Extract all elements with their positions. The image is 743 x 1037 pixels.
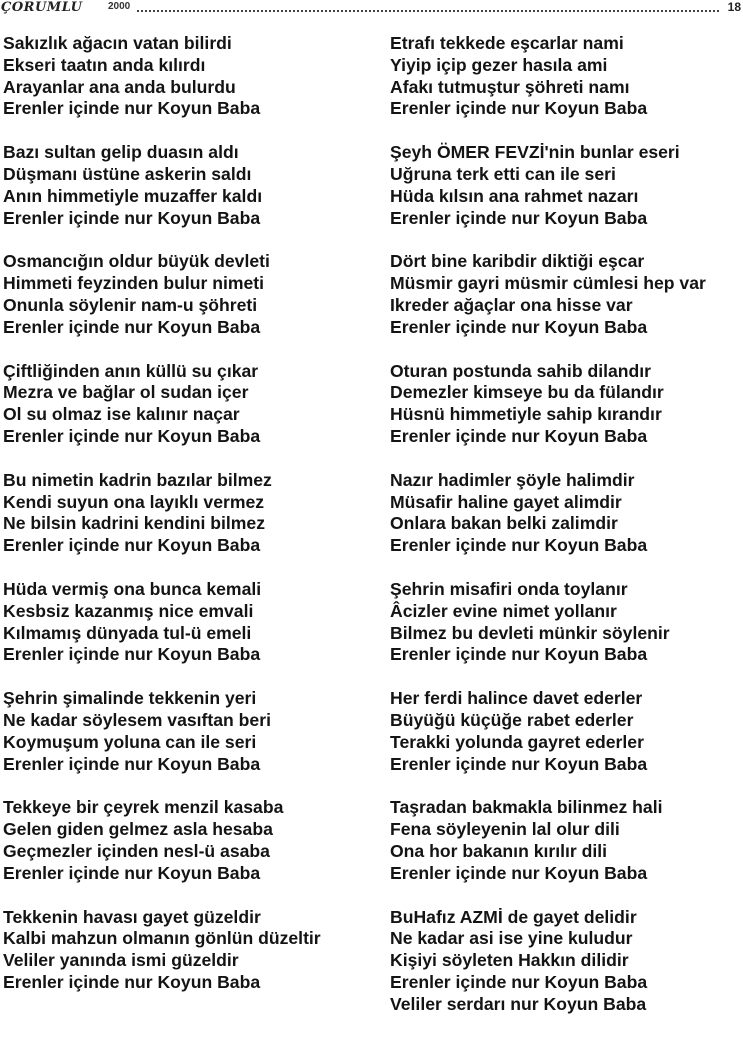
verse-line: Kişiyi söyleten Hakkın dilidir — [390, 950, 629, 971]
verse-line: Her ferdi halince davet ederler — [390, 688, 643, 709]
verse-line: Ikreder ağaçlar ona hisse var — [390, 294, 633, 315]
verse-line: Afakı tutmuştur şöhreti namı — [390, 76, 630, 97]
poem-stanza — [3, 142, 363, 229]
verse-line: Fena söyleyenin lal olur dili — [390, 819, 620, 840]
verse-line: Erenler içinde nur Koyun Baba — [390, 98, 648, 119]
verse-line: Kılmamış dünyada tul-ü emeli — [3, 622, 252, 643]
verse-line: Nazır hadimler şöyle halimdir — [390, 469, 635, 490]
poem-stanza — [3, 361, 363, 448]
poem-stanza — [390, 579, 742, 666]
verse-line: Ne kadar asi ise yine kuludur — [390, 928, 633, 949]
poem-stanza — [390, 33, 742, 120]
verse-line: Ol su olmaz ise kalınır naçar — [3, 404, 240, 425]
poem-right-column — [390, 33, 742, 1037]
verse-line: Şehrin misafiri onda toylanır — [390, 578, 628, 599]
verse-line: Oturan postunda sahib dilandır — [390, 360, 651, 381]
verse-line: Osmancığın oldur büyük devleti — [3, 251, 270, 272]
poem-stanza — [3, 579, 363, 666]
verse-line: Ekseri taatın anda kılırdı — [3, 54, 206, 75]
verse-line: Bilmez bu devleti münkir söylenir — [390, 622, 670, 643]
verse-line: Erenler içinde nur Koyun Baba — [390, 971, 648, 992]
verse-line: Müsafir haline gayet alimdir — [390, 491, 622, 512]
verse-line: Erenler içinde nur Koyun Baba — [3, 971, 261, 992]
verse-line: Demezler kimseye bu da fülandır — [390, 382, 664, 403]
header-dotted-rule — [137, 10, 719, 12]
verse-line: Ne kadar söylesem vasıftan beri — [3, 709, 271, 730]
page-number: 18 — [727, 0, 741, 14]
verse-line: Bazı sultan gelip duasın aldı — [3, 142, 239, 163]
poem-stanza — [390, 251, 742, 338]
verse-line: Kendi suyun ona layıklı vermez — [3, 491, 265, 512]
verse-line: Tekkeye bir çeyrek menzil kasaba — [3, 797, 284, 818]
verse-line: Dört bine karibdir diktiği eşcar — [390, 251, 645, 272]
poem-stanza — [390, 907, 742, 1016]
verse-line: Erenler içinde nur Koyun Baba — [3, 753, 261, 774]
verse-line: Taşradan bakmakla bilinmez hali — [390, 797, 663, 818]
verse-line: Erenler içinde nur Koyun Baba — [3, 862, 261, 883]
verse-line: BuHafız AZMİ de gayet delidir — [390, 906, 637, 927]
poem-stanza — [390, 142, 742, 229]
verse-line: Erenler içinde nur Koyun Baba — [390, 644, 648, 665]
verse-line: Anın himmetiyle muzaffer kaldı — [3, 185, 263, 206]
verse-line: Erenler içinde nur Koyun Baba — [390, 316, 648, 337]
verse-line: Erenler içinde nur Koyun Baba — [390, 535, 648, 556]
verse-line: Şehrin şimalinde tekkenin yeri — [3, 688, 257, 709]
verse-line: Erenler içinde nur Koyun Baba — [3, 316, 261, 337]
verse-line: Hüda vermiş ona bunca kemali — [3, 578, 262, 599]
poem-stanza — [3, 797, 363, 884]
poem-stanza — [390, 361, 742, 448]
verse-line: Bu nimetin kadrin bazılar bilmez — [3, 469, 272, 490]
verse-line: Terakki yolunda gayret ederler — [390, 731, 644, 752]
verse-line: Hüsnü himmetiyle sahip kırandır — [390, 404, 662, 425]
verse-line: Uğruna terk etti can ile seri — [390, 163, 616, 184]
verse-line: Hüda kılsın ana rahmet nazarı — [390, 185, 639, 206]
verse-line: Arayanlar ana anda bulurdu — [3, 76, 236, 97]
verse-line: Geçmezler içinden nesl-ü asaba — [3, 840, 270, 861]
verse-line: Çiftliğinden anın küllü su çıkar — [3, 360, 259, 381]
verse-line: Erenler içinde nur Koyun Baba — [3, 644, 261, 665]
verse-line: Onunla söylenir nam-u şöhreti — [3, 294, 258, 315]
verse-line: Şeyh ÖMER FEVZİ'nin bunlar eseri — [390, 142, 680, 163]
verse-line: Düşmanı üstüne askerin saldı — [3, 163, 252, 184]
verse-line: Ne bilsin kadrini kendini bilmez — [3, 513, 266, 534]
verse-line: Veliler yanında ismi güzeldir — [3, 950, 239, 971]
poem-stanza — [3, 251, 363, 338]
poem-stanza — [390, 470, 742, 557]
verse-line: Onlara bakan belki zalimdir — [390, 513, 618, 534]
verse-line: Koymuşum yoluna can ile seri — [3, 731, 257, 752]
poem-stanza — [3, 688, 363, 775]
verse-line: Âcizler evine nimet yollanır — [390, 600, 617, 621]
poem-stanza — [3, 470, 363, 557]
verse-line: Erenler içinde nur Koyun Baba — [390, 753, 648, 774]
verse-line: Erenler içinde nur Koyun Baba — [390, 425, 648, 446]
verse-line: Sakızlık ağacın vatan bilirdi — [3, 33, 232, 53]
verse-line: Erenler içinde nur Koyun Baba — [3, 98, 261, 119]
verse-line: Tekkenin havası gayet güzeldir — [3, 906, 261, 927]
verse-line: Kalbi mahzun olmanın gönlün düzeltir — [3, 928, 321, 949]
verse-line: Etrafı tekkede eşcarlar nami — [390, 33, 624, 53]
page-header — [0, 0, 743, 16]
verse-line: Ona hor bakanın kırılır dili — [390, 840, 608, 861]
verse-line: Erenler içinde nur Koyun Baba — [3, 535, 261, 556]
poem-stanza — [390, 797, 742, 884]
poem-stanza — [3, 907, 363, 994]
poem-stanza — [390, 688, 742, 775]
verse-line: Mezra ve bağlar ol sudan içer — [3, 382, 249, 403]
verse-line: Veliler serdarı nur Koyun Baba — [390, 993, 647, 1014]
verse-line: Yiyip içip gezer hasıla ami — [390, 54, 608, 75]
verse-line: Erenler içinde nur Koyun Baba — [390, 207, 648, 228]
verse-line: Müsmir gayri müsmir cümlesi hep var — [390, 273, 706, 294]
issue-year: 2000 — [108, 1, 131, 12]
verse-line: Erenler içinde nur Koyun Baba — [3, 207, 261, 228]
poem-stanza — [3, 33, 363, 120]
verse-line: Büyüğü küçüğe rabet ederler — [390, 709, 634, 730]
verse-line: Kesbsiz kazanmış nice emvali — [3, 600, 254, 621]
verse-line: Himmeti feyzinden bulur nimeti — [3, 273, 265, 294]
verse-line: Erenler içinde nur Koyun Baba — [3, 425, 261, 446]
magazine-title: ÇORUMLU — [1, 0, 83, 15]
verse-line: Gelen giden gelmez asla hesaba — [3, 819, 273, 840]
verse-line: Erenler içinde nur Koyun Baba — [390, 862, 648, 883]
poem-left-column — [3, 33, 363, 1016]
